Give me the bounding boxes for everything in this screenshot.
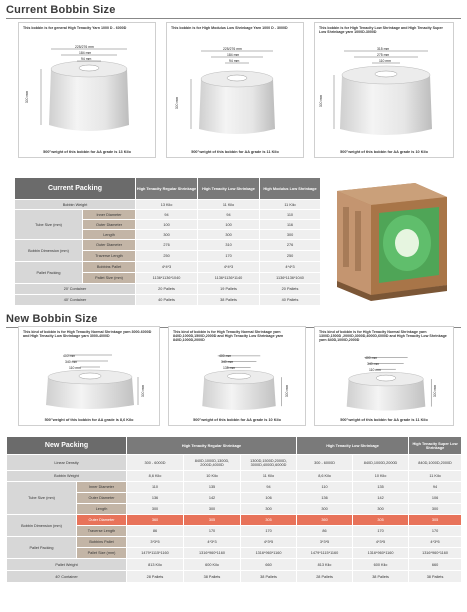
dim-top: 225/276 mm	[223, 47, 242, 51]
row-sublabel: Outer Diameter	[77, 515, 127, 526]
cell: 300	[353, 504, 409, 515]
cell: 94	[409, 482, 462, 493]
cell: 660	[241, 559, 297, 571]
row-sublabel: Traverse Length	[77, 526, 127, 537]
cell: 305	[241, 515, 297, 526]
cell: 110	[127, 482, 184, 493]
cell: 142	[184, 493, 241, 504]
divider	[6, 18, 461, 19]
cell: 19 Pallets	[198, 284, 260, 295]
cell: 4*3*5	[409, 537, 462, 548]
column-header: High Modulus Low Shrinkage	[260, 178, 321, 200]
row-label: 40' Container	[7, 571, 127, 583]
cell: 110	[297, 482, 353, 493]
cell: 136	[127, 493, 184, 504]
current-bobbin-panel-2	[166, 22, 304, 158]
cell: 310	[198, 240, 260, 251]
dim-top: 400 mm	[365, 356, 378, 360]
cell: 20 Pallets	[136, 284, 198, 295]
bobbin-description: This bobbin is for general High Tenacity Yarn 1000 D - 6000D	[23, 26, 127, 30]
cell: 170	[198, 251, 260, 262]
group-header: High Tenacity Regular Shrinkage	[127, 437, 297, 455]
cell: 20 Pallets	[260, 284, 321, 295]
cell: 305	[353, 515, 409, 526]
cell: 28 Pallets	[127, 571, 184, 583]
dim-height: 300 mm	[141, 384, 146, 398]
bobbin-image	[29, 349, 151, 415]
dim-top: 400 mm	[219, 354, 232, 358]
cell: 276	[136, 240, 198, 251]
cell: 86	[297, 526, 353, 537]
current-packing-table	[14, 177, 321, 306]
row-sublabel: Outer Diameter	[77, 493, 127, 504]
bobbin-image	[181, 349, 297, 415]
row-label: Tube Size (mm)	[7, 482, 77, 515]
row-sublabel: Inner Diameter	[77, 482, 127, 493]
cell: 8,6 Kilo	[297, 471, 353, 482]
table-row	[7, 571, 462, 583]
row-label: 20' Container	[15, 284, 136, 295]
current-bobbin-panel-3	[314, 22, 454, 158]
bobbin-description: This bobbin is for High Modulus Low Shrinkage Yarn 1000 D - 3000D	[171, 26, 288, 30]
dim-inner: 110 mm	[379, 59, 391, 63]
cell: 10 Kilo	[184, 471, 241, 482]
cell: 13 Kilo	[136, 200, 198, 210]
dim-mid: 275 mm	[377, 53, 390, 57]
dim-height: 300 mm	[433, 384, 438, 398]
cell: 1316*960*1160	[241, 548, 297, 559]
cell: 840D,1000D,2000D	[409, 455, 462, 471]
cell: 4*3*5	[353, 537, 409, 548]
row-sublabel: Pallet Size (mm)	[83, 273, 136, 284]
row-label: 40' Container	[15, 295, 136, 306]
cell: 136	[297, 493, 353, 504]
dim-inner: 110 mm	[69, 366, 81, 370]
cell: 250	[260, 251, 321, 262]
cell: 38 Pallets	[241, 571, 297, 583]
row-sublabel: Length	[83, 230, 136, 240]
dim-top: 225/276 mm	[75, 45, 94, 49]
cell: 170	[409, 526, 462, 537]
cell: 1316*960*1160	[353, 548, 409, 559]
cell: 100	[198, 220, 260, 230]
cell: 1479*1115*1160	[127, 548, 184, 559]
cell: 1136*1136*1140	[198, 273, 260, 284]
cell: 276	[260, 240, 321, 251]
cell: 40 Pallets	[260, 295, 321, 306]
row-sublabel: Length	[77, 504, 127, 515]
new-bobbin-panel-2	[168, 326, 306, 426]
cell: 40 Pallets	[136, 295, 198, 306]
cell: 300 - 6000D	[127, 455, 184, 471]
cell: 250	[136, 251, 198, 262]
bobbin-image	[177, 43, 297, 143]
cell: 660	[409, 559, 462, 571]
dim-top: 315 mm	[377, 47, 390, 51]
cell: 28 Pallets	[297, 571, 353, 583]
row-sublabel: Outer Diameter	[83, 220, 136, 230]
row-sublabel: Bobbins Pallet	[77, 537, 127, 548]
cell: 4*3*3	[184, 537, 241, 548]
row-label: Bobbin Weight	[7, 471, 127, 482]
cell: 100	[136, 220, 198, 230]
dim-inner: 94 mm	[229, 59, 240, 63]
table-row	[15, 210, 321, 220]
bobbin-weight-note: 500"weight of this bobbin for AA grade is 10 Kilo	[340, 150, 428, 154]
cell: 94	[198, 210, 260, 220]
dim-height: 300 mm	[285, 384, 290, 398]
dim-inner: 135 mm	[223, 366, 236, 370]
table-row	[15, 295, 321, 306]
new-bobbin-panel-3	[314, 326, 454, 426]
cell: 11 Kilo	[241, 471, 297, 482]
dim-mid: 340 mm	[65, 360, 78, 364]
cell: 106	[241, 493, 297, 504]
bobbin-description: This kind of bobbin is for High Tenacity Normal Shrinkage yarn 3000-6000D and High Tenacity Low Shrinkage yarn 3000-4000D	[23, 330, 152, 339]
cell: 142	[353, 493, 409, 504]
bobbin-weight-note: 500"weight of this bobbin for AA grade is 11 Kilo	[191, 150, 279, 154]
bobbin-description: This kind of bobbin is for High Tenacity Normal Shrinkage yarn 840D,1000D,1500D,2000D and High Tenacity Low Shrinkage yarn 840D,1000D,2000D	[173, 330, 284, 343]
cell: 94	[241, 482, 297, 493]
cell: 600 Kilo	[353, 559, 409, 571]
cell: 813 Kilo	[127, 559, 184, 571]
cell: 1136*1136*1040	[136, 273, 198, 284]
cell: 300	[184, 504, 241, 515]
cell: 1316*960*1160	[184, 548, 241, 559]
table-row	[15, 284, 321, 295]
new-packing-heading: New Packing	[7, 437, 127, 455]
cell: 170	[353, 526, 409, 537]
cell: 11 Kilo	[409, 471, 462, 482]
row-sublabel: Outer Diameter	[83, 240, 136, 251]
dim-inner: 110 mm	[369, 368, 381, 372]
column-header: High Tenacity Low Shrinkage	[198, 178, 260, 200]
cell: 300	[136, 230, 198, 240]
cell: 300	[297, 504, 353, 515]
current-packing-heading: Current Packing	[15, 178, 136, 200]
table-row	[7, 537, 462, 548]
table-row	[7, 482, 462, 493]
cell: 4*4*3	[198, 262, 260, 273]
row-label: Pallet Weight	[7, 559, 127, 571]
bobbin-description: This kind of bobbin is for High Tenacity Normal Shrinkage yarn 1300D,1500D ,2000D,3000D,4000D,6000D and High Tenacity Low Shrinkage yarn 840D,1000D,2000D	[319, 330, 447, 343]
dim-mid: 184 mm	[79, 51, 92, 55]
cell: 38 Pallets	[409, 571, 462, 583]
cell: 1300D,1500D,2000D, 3000D,4000D,6000D	[241, 455, 297, 471]
cell: 600 Kilo	[184, 559, 241, 571]
cell: 300	[260, 230, 321, 240]
cell: 135	[353, 482, 409, 493]
dim-height: 300 mm	[175, 96, 180, 110]
table-row	[15, 200, 321, 210]
cell: 38 Pallets	[353, 571, 409, 583]
cell: 1316*960*1160	[409, 548, 462, 559]
current-bobbin-panel-1	[18, 22, 156, 158]
cell: 1479*1115*1160	[297, 548, 353, 559]
cell: 300	[241, 504, 297, 515]
cell: 360	[297, 515, 353, 526]
dim-mid: 340 mm	[221, 360, 234, 364]
row-label: Linear Density	[7, 455, 127, 471]
cell: 360	[127, 515, 184, 526]
bobbin-image	[327, 349, 445, 415]
cell: 300	[127, 504, 184, 515]
cell: 840D,1000D,2000D	[353, 455, 409, 471]
table-row	[7, 559, 462, 571]
bobbin-weight-note: 500"weight of this bobbin for AA grade is 10 Kilo	[193, 418, 281, 422]
column-header: High Tenacity Regular Shrinkage	[136, 178, 198, 200]
row-sublabel: Inner Diameter	[83, 210, 136, 220]
bobbin-description: This bobbin is for High Tenacity Low Shrinkage and High Tenacity Super Low Shrinkage yarn 1000D-3000D	[319, 26, 443, 35]
cell: 170	[241, 526, 297, 537]
cell: 135	[184, 482, 241, 493]
cell: 305	[409, 515, 462, 526]
cell: 106	[409, 493, 462, 504]
cell: 300	[409, 504, 462, 515]
cell: 305	[184, 515, 241, 526]
cell: 11 Kilo	[260, 200, 321, 210]
cell: 4*3*5	[241, 537, 297, 548]
bobbin-weight-note: 500"weight of this bobbin for AA grade is 8,6 Kilo	[44, 418, 134, 422]
group-header: High Tenacity Low Shrinkage	[297, 437, 409, 455]
row-sublabel: Bobbins Pallet	[83, 262, 136, 273]
cell: 4*4*3	[260, 262, 321, 273]
row-label: Bobbin Dimension (mm)	[15, 240, 83, 262]
cell: 38 Pallets	[198, 295, 260, 306]
new-bobbin-panel-1	[18, 326, 160, 426]
table-row	[7, 455, 462, 471]
dim-height: 300 mm	[319, 94, 324, 108]
dim-mid: 184 mm	[227, 53, 240, 57]
row-label: Bobbin Weight	[15, 200, 136, 210]
table-row	[7, 471, 462, 482]
dim-top: 400 mm	[63, 354, 76, 358]
row-sublabel: Traverse Length	[83, 251, 136, 262]
row-sublabel: Pallet Size (mm)	[77, 548, 127, 559]
group-header: High Tenacity Super Low Shrinkage	[409, 437, 462, 455]
cell: 300	[198, 230, 260, 240]
cell: 300 - 6000D	[297, 455, 353, 471]
new-bobbin-title: New Bobbin Size	[6, 313, 98, 325]
cell: 10 Kilo	[353, 471, 409, 482]
cell: 38 Pallets	[184, 571, 241, 583]
row-label: Pallet Packing	[15, 262, 83, 284]
cell: 813 Kilo	[297, 559, 353, 571]
dim-inner: 94 mm	[81, 57, 92, 61]
current-bobbin-title: Current Bobbin Size	[6, 4, 116, 16]
cell: 170	[184, 526, 241, 537]
row-label: Tube Size (mm)	[15, 210, 83, 240]
cell: 4*4*3	[136, 262, 198, 273]
row-label: Pallet Packing	[7, 537, 77, 559]
cell: 86	[127, 526, 184, 537]
table-row	[15, 262, 321, 273]
cell: 116	[260, 220, 321, 230]
new-packing-table	[6, 436, 462, 583]
cell: 3*3*5	[127, 537, 184, 548]
cell: 110	[260, 210, 321, 220]
cell: 3*3*5	[297, 537, 353, 548]
cell: 8,6 Kilo	[127, 471, 184, 482]
cell: 94	[136, 210, 198, 220]
bobbin-weight-note: 500"weight of this bobbin for AA grade is 13 Kilo	[43, 150, 131, 154]
row-label: Bobbin Dimension (mm)	[7, 515, 77, 537]
table-row	[15, 240, 321, 251]
cell: 840D,1000D,1300D, 2000D,4000D	[184, 455, 241, 471]
dim-mid: 340 mm	[367, 362, 380, 366]
pallet-photo	[327, 177, 453, 305]
bobbin-weight-note: 500"weight of this bobbin for AA grade is 11 Kilo	[340, 418, 428, 422]
cell: 1136*1136*1040	[260, 273, 321, 284]
table-row-highlighted	[7, 515, 462, 526]
dim-height: 300 mm	[25, 90, 30, 104]
cell: 11 Kilo	[198, 200, 260, 210]
